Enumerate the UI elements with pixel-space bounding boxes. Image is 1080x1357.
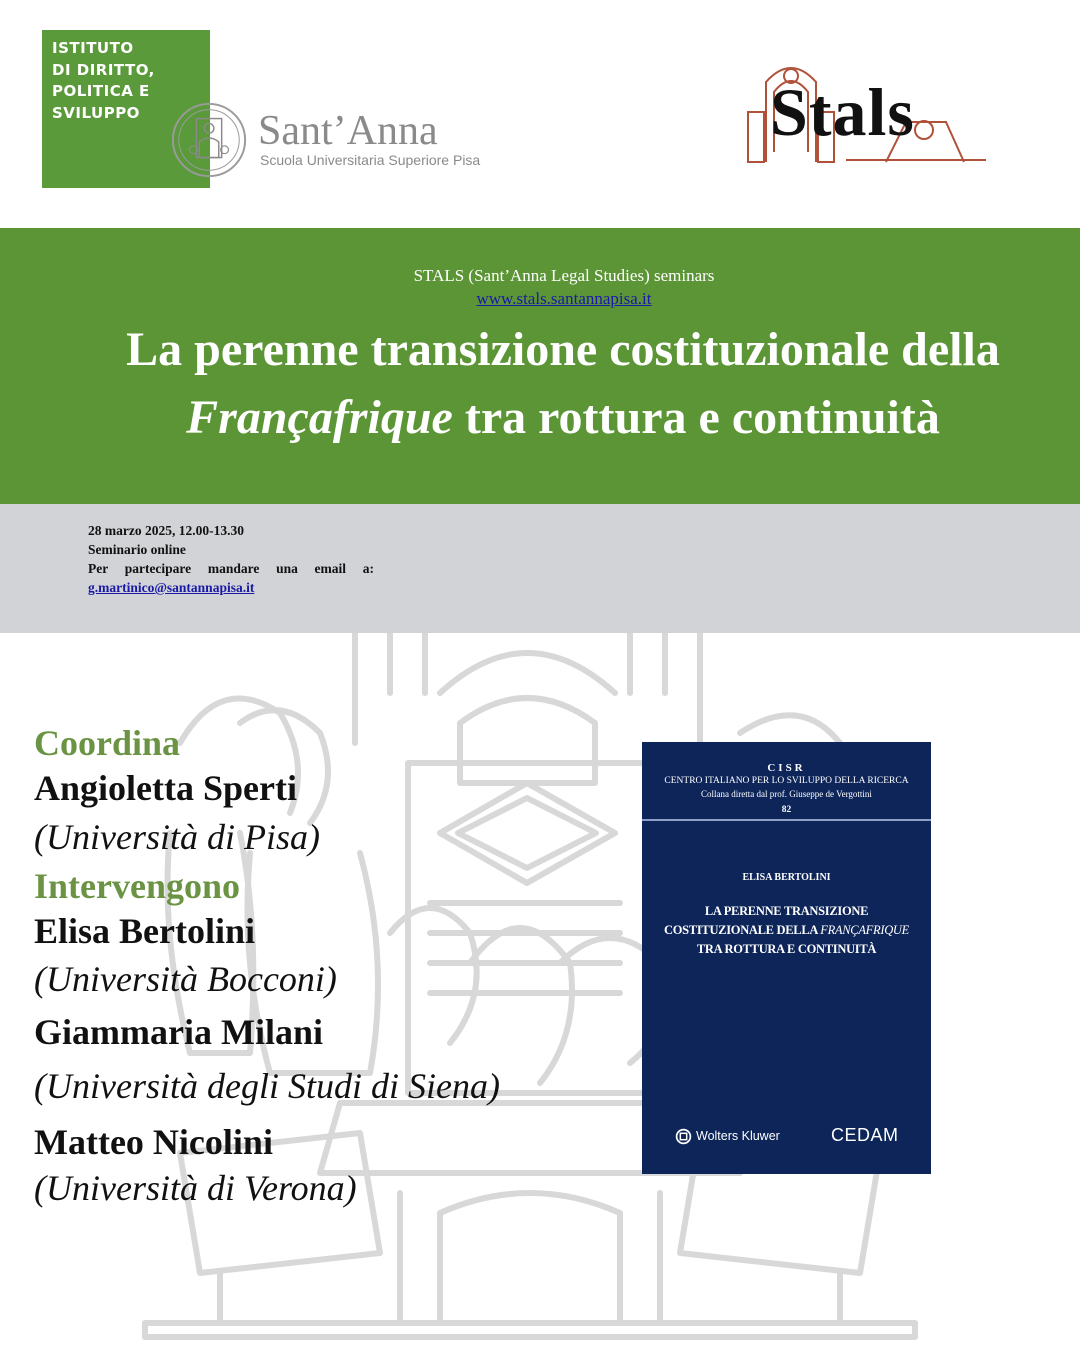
coordinator-affiliation: (Università di Pisa) xyxy=(34,817,320,857)
book-center: CENTRO ITALIANO PER LO SVILUPPO DELLA RICERCA xyxy=(664,776,909,786)
book-author: ELISA BERTOLINI xyxy=(742,872,831,883)
seminar-series: STALS (Sant’Anna Legal Studies) seminars xyxy=(413,266,715,285)
university-name: Sant’Anna xyxy=(258,108,438,154)
book-title-line-2b: FRANÇAFRIQUE xyxy=(820,923,909,937)
contact-email-link[interactable]: g.martinico@santannapisa.it xyxy=(88,580,255,595)
event-title xyxy=(90,316,1036,452)
wolters-kluwer-icon xyxy=(675,1128,692,1145)
website-link-row xyxy=(0,289,1080,309)
coordina-label: Coordina xyxy=(34,723,181,763)
book-number: 82 xyxy=(781,805,792,815)
book-collana: Collana diretta dal prof. Giuseppe de Vergottini xyxy=(701,789,872,799)
santanna-seal-icon xyxy=(170,101,248,179)
speaker-name: Matteo Nicolini xyxy=(34,1122,273,1162)
website-link[interactable]: www.stals.santannapisa.it xyxy=(476,289,652,308)
institute-logo-text: ISTITUTO DI DIRITTO, POLITICA E SVILUPPO xyxy=(52,39,155,122)
intervengono-label: Intervengono xyxy=(34,866,240,906)
event-info xyxy=(88,521,374,597)
speaker-affiliation: (Università Bocconi) xyxy=(34,959,337,999)
book-title-line-2a: COSTITUZIONALE DELLA xyxy=(664,923,821,937)
book-title-line-3: TRA ROTTURA E CONTINUITÀ xyxy=(696,942,877,956)
speaker-name: Giammaria Milani xyxy=(34,1012,323,1052)
speaker-affiliation: (Università di Verona) xyxy=(34,1168,357,1208)
participation-instructions: Per partecipare mandare una email a: xyxy=(88,561,374,576)
speaker-affiliation: (Università degli Studi di Siena) xyxy=(34,1066,500,1106)
title-part-2: tra rottura e continuità xyxy=(452,391,940,444)
speaker-name: Elisa Bertolini xyxy=(34,911,256,951)
book-title-line-1: LA PERENNE TRANSIZIONE xyxy=(704,904,869,918)
book-publisher-2: CEDAM xyxy=(831,1125,899,1145)
event-format: Seminario online xyxy=(88,542,186,557)
book-title-line-2 xyxy=(642,923,931,938)
book-publisher-1: Wolters Kluwer xyxy=(696,1129,780,1143)
event-date-time: 28 marzo 2025, 12.00-13.30 xyxy=(88,523,244,538)
title-italic: Françafrique xyxy=(186,391,453,444)
stals-logo-text: Stals xyxy=(770,74,915,150)
title-part-1: La perenne transizione costituzionale della xyxy=(126,323,1000,376)
book-divider xyxy=(642,819,931,821)
coordinator-name: Angioletta Sperti xyxy=(34,768,297,808)
university-subtitle: Scuola Universitaria Superiore Pisa xyxy=(260,152,481,168)
book-series-code: CISR xyxy=(767,762,806,774)
